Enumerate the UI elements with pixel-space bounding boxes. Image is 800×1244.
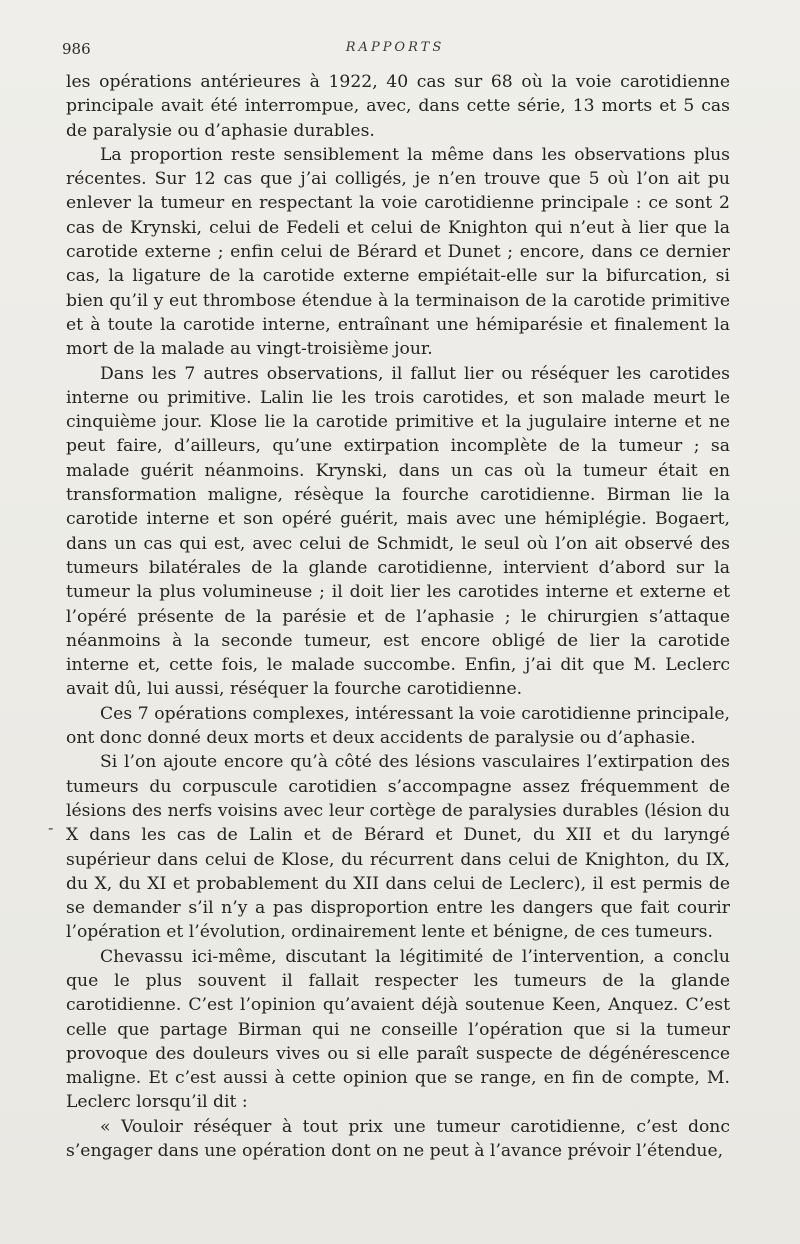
body-text	[66, 70, 730, 1163]
running-head: RAPPORTS	[345, 40, 445, 55]
paragraph: Si l’on ajoute encore qu’à côté des lésions vasculaires l’extirpation des tumeurs du corpuscule carotidien s’accompagne assez fréquemment de lésions des nerfs voisins avec leur cortège de paralysies durables (lésion du X dans les cas de Lalin et de Bérard et Dunet, du XII et du laryngé supérieur dans celui de Klose, du récurrent dans celui de Knighton, du IX, du X, du XI et probablement du XII dans celui de Leclerc), il est permis de se demander s’il n’y a pas disproportion entre les dangers que fait courir l’opération et l’évolution, ordinairement lente et bénigne, de ces tumeurs.	[66, 752, 730, 943]
margin-mark: -	[48, 818, 54, 837]
paragraph: La proportion reste sensiblement la même dans les observations plus récentes. Sur 12 cas que j’ai colligés, je n’en trouve que 5 où l’on ait pu enlever la tumeur en respectant la voie carotidienne principale : ce sont 2 cas de Krynski, celui de Fedeli et celui de Knighton qui n’eut à lier que la carotide externe ; enfin celui de Bérard et Dunet ; encore, dans ce dernier cas, la ligature de la carotide externe empiétait-elle sur la bifurcation, si bien qu’il y eut thrombose étendue à la terminaison de la carotide primitive et à toute la carotide interne, entraînant une hémiparésie et finalement la mort de la malade au vingt-troisième jour.	[66, 144, 730, 360]
page-number: 986	[62, 40, 91, 58]
paragraph: Ces 7 opérations complexes, intéressant la voie carotidienne principale, ont donc donné deux morts et deux accidents de paralysie ou d’aphasie.	[66, 703, 730, 749]
paragraph: Dans les 7 autres observations, il fallut lier ou réséquer les carotides interne ou primitive. Lalin lie les trois carotides, et son malade meurt le cinquième jour. Klose lie la carotide primitive et la jugulaire interne et ne peut faire, d’ailleurs, qu’une extirpation incomplète de la tumeur ; sa malade guérit néanmoins. Krynski, dans un cas où la tumeur était en transformation maligne, résèque la fourche carotidienne. Birman lie la carotide interne et son opéré guérit, mais avec une hémiplégie. Bogaert, dans un cas qui est, avec celui de Schmidt, le seul où l’on ait observé des tumeurs bilatérales de la glande carotidienne, intervient d’abord sur la tumeur la plus volumineuse ; il doit lier les carotides interne et externe et l’opéré présente de la parésie et de l’aphasie ; le chirurgien s’attaque néanmoins à la seconde tumeur, est encore obligé de lier la carotide interne et, cette fois, le malade succombe. Enfin, j’ai dit que M. Leclerc avait dû, lui aussi, réséquer la fourche carotidienne.	[66, 363, 730, 700]
page-header	[62, 40, 728, 62]
paragraph: « Vouloir réséquer à tout prix une tumeur carotidienne, c’est donc s’engager dans une opération dont on ne peut à l’avance prévoir l’étendue,	[66, 1116, 730, 1162]
paragraph: Chevassu ici-même, discutant la légitimité de l’intervention, a conclu que le plus souvent il fallait respecter les tumeurs de la glande carotidienne. C’est l’opinion qu’avaient déjà soutenue Keen, Anquez. C’est celle que partage Birman qui ne conseille l’opération que si la tumeur provoque des douleurs vives ou si elle paraît suspecte de dégénérescence maligne. Et c’est aussi à cette opinion que se range, en fin de compte, M. Leclerc lorsqu’il dit :	[66, 946, 730, 1113]
paragraph: les opérations antérieures à 1922, 40 cas sur 68 où la voie carotidienne principale avait été interrompue, avec, dans cette série, 13 morts et 5 cas de paralysie ou d’aphasie durables.	[66, 72, 730, 141]
